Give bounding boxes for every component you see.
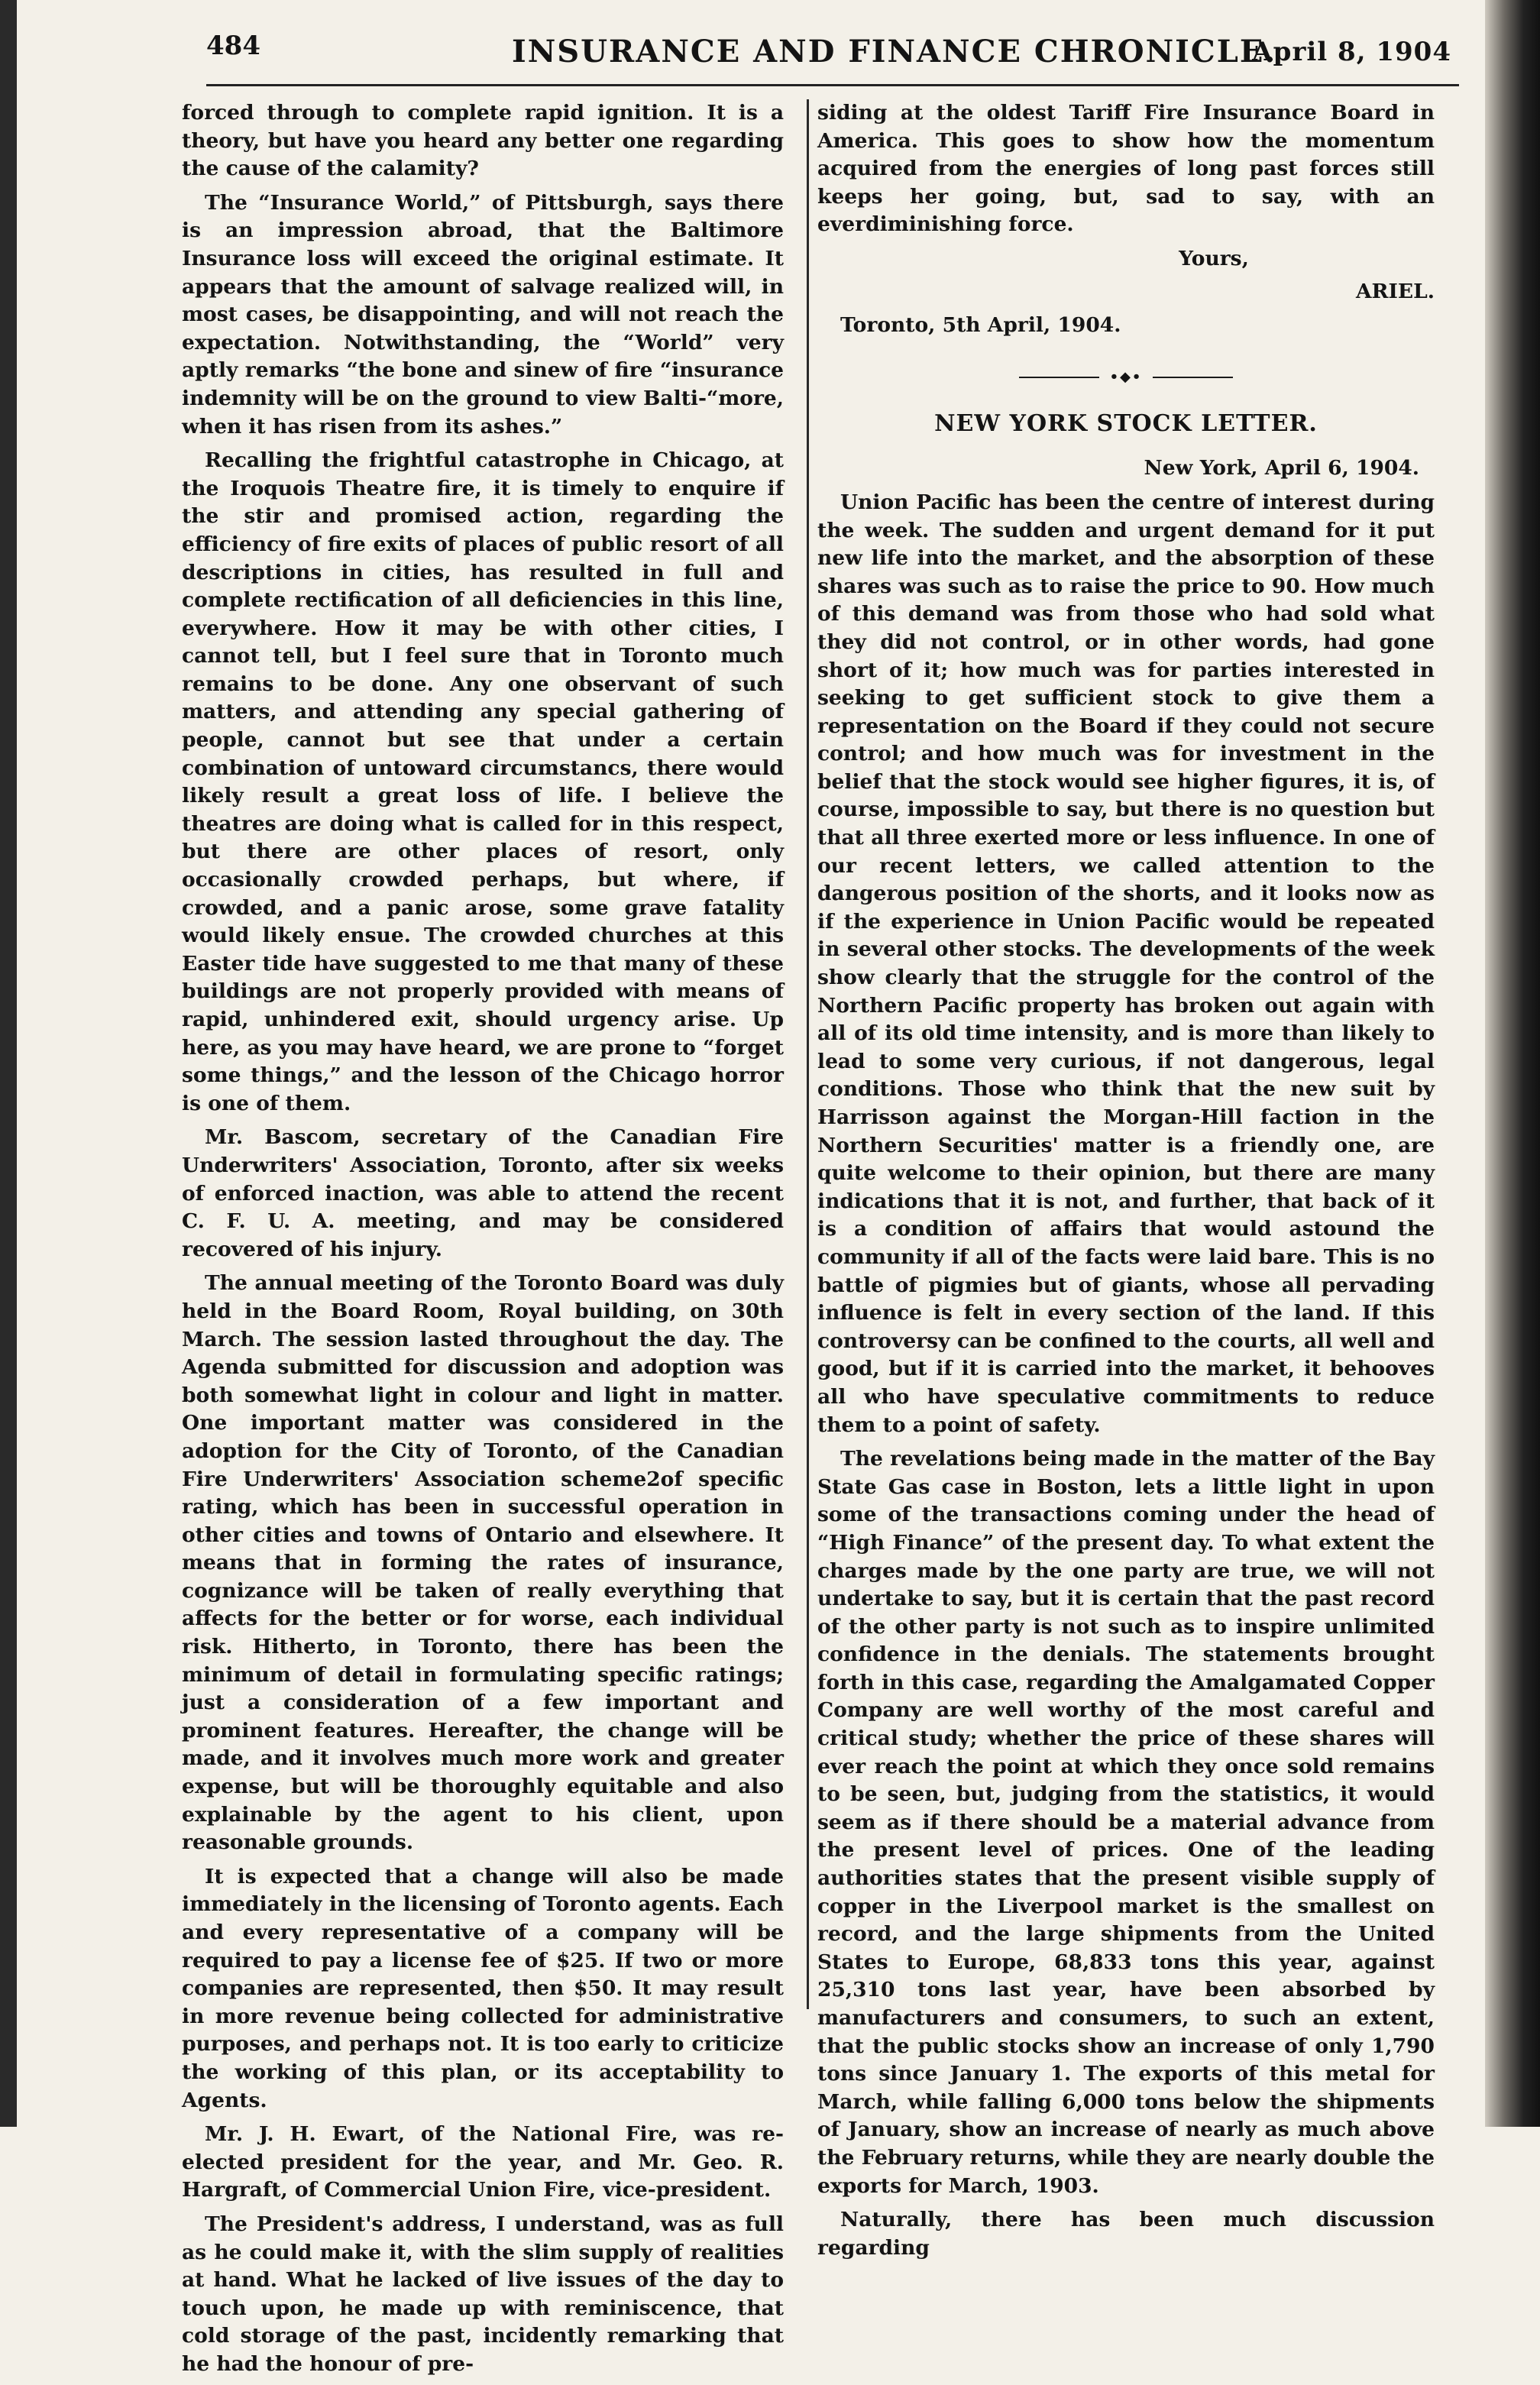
paragraph: Mr. J. H. Ewart, of the National Fire, was re-elected president for the year, and Mr. Geo. R. Hargraft, of Commercial Union Fire, vice-president. (182, 2122, 784, 2202)
left-column (182, 99, 784, 2385)
section-dateline: New York, April 6, 1904. (1144, 456, 1419, 481)
page (23, 0, 1474, 2376)
running-head (183, 26, 1467, 79)
journal-title: INSURANCE AND FINANCE CHRONICLE. (512, 34, 1277, 70)
paragraph: forced through to complete rapid ignition. It is a theory, but have you heard any better one regarding the cause of the calamity? (182, 101, 784, 181)
paragraph: Mr. Bascom, secretary of the Canadian Fire Underwriters' Association, Toronto, after six weeks of enforced inaction, was able to attend the recent C. F. U. A. meeting, and may be considered recovered of his injury. (182, 1125, 784, 1261)
section-title: NEW YORK STOCK LETTER. (934, 409, 1318, 437)
right-column (817, 99, 1435, 2268)
column-divider (807, 99, 809, 2009)
paragraph: The “Insurance World,” of Pittsburgh, says there is an impression abroad, that the Baltimore Insurance loss will exceed the original estimate. It appears that the amount of salvage realized will, in most cases, be disappointing, and will not reach the expectation. Notwithstanding, the “World” very aptly remarks “the bone and sinew of fire “insurance indemnity will be on the ground to view Balti-“more, when it has risen from its ashes.” (182, 190, 784, 438)
scan-edge-right (1485, 0, 1540, 2127)
paragraph: The annual meeting of the Toronto Board was duly held in the Board Room, Royal building, on 30th March. The session lasted throughout the day. The Agenda submitted for discussion and adoption was both somewhat light in colour and light in matter. One important matter was considered in the adoption for the City of Toronto, of the Canadian Fire Underwriters' Association scheme2of specific rating, which has been in successful operation in other cities and towns of Ontario and elsewhere. It means that in forming the rates of insurance, cognizance will be taken of really everything that affects for the better or for worse, each individual risk. Hitherto, in Toronto, there has been the minimum of detail in formulating specific ratings; just a consideration of a few important and prominent features. Hereafter, the change will be made, and it involves much more work and greater expense, but will be thoroughly equitable and also explainable by the agent to his client, upon reasonable grounds. (182, 1271, 784, 1855)
scan-edge-left (0, 0, 17, 2127)
paragraph: Union Pacific has been the centre of interest during the week. The sudden and urgent demand for it put new life into the market, and the absorption of these shares was such as to raise the price to 90. How much of this demand was from those who had sold what they did not control, or in other words, had gone short of it; how much was for parties interested in seeking to get sufficient stock to give them a representation on the Board if they could not secure control; and how much was for investment in the belief that the stock would see higher figures, it is, of course, impossible to say, but there is no question but that all three exerted more or less influence. In one of our recent letters, we called attention to the dangerous position of the shorts, and it looks now as if the experience in Union Pacific would be repeated in several other stocks. The developments of the week show clearly that the struggle for the control of the Northern Pacific property has broken out again with all of its old time intensity, and is more than likely to lead to some very curious, if not dangerous, legal conditions. Those who think that the new suit by Harrisson against the Morgan-Hill faction in the Northern Securities' matter is a friendly one, are quite welcome to their opinion, but there are many indications that it is not, and further, that back of it is a condition of affairs that would astound the community if all of the facts were laid bare. This is no battle of pigmies but of giants, whose all pervading influence is felt in every section of the land. If this controversy can be confined to the courts, all well and good, but if it is carried into the market, it behooves all who have speculative commitments to reduce them to a point of safety. (817, 490, 1435, 1437)
issue-date: April 8, 1904 (1252, 37, 1451, 67)
paragraph: Recalling the frightful catastrophe in Chicago, at the Iroquois Theatre fire, it is timely to enquire if the stir and promised action, regarding the efficiency of fire exits of places of public resort of all descriptions in cities, has resulted in full and complete rectification of all deficiencies in this line, everywhere. How it may be with other cities, I cannot tell, but I feel sure that in Toronto much remains to be done. Any one observant of such matters, and attending any special gathering of people, cannot but see that under a certain combination of untoward circumstancs, there would likely result a great loss of life. I believe the theatres are doing what is called for in this respect, but there are other places of resort, only occasionally crowded perhaps, but where, if crowded, and a panic arose, some grave fatality would likely ensue. The crowded churches at this Easter tide have suggested to me that many of these buildings are not properly provided with means of rapid, unhindered exit, should urgency arise. Up here, as you may have heard, we are prone to “forget some things,” and the lesson of the Chicago horror is one of them. (182, 448, 784, 1115)
page-number: 484 (206, 31, 260, 61)
letter-signature: ARIEL. (1355, 279, 1435, 303)
header-rule (206, 84, 1459, 86)
paragraph: The revelations being made in the matter of the Bay State Gas case in Boston, lets a little light in upon some of the transactions coming under the head of “High Finance” of the present day. To what extent the charges made by the one party are true, we will not undertake to say, but it is certain that the past record of the other party is not such as to inspire unlimited confidence in the denials. The statements brought forth in this case, regarding the Amalgamated Copper Company are well worthy of the most careful and critical study; whether the price of these shares will ever reach the point at which they once sold remains to be seen, but, judging from the statistics, it would seem as if there should be a material advance from the present level of prices. One of the leading authorities states that the present visible supply of copper in the Liverpool market is the smallest on record, and the large shipments from the United States to Europe, 68,833 tons this year, against 25,310 tons last year, have been absorbed by manufacturers and consumers, to such an extent, that the public stocks show an increase of only 1,790 tons since January 1. The exports of this metal for March, while falling 6,000 tons below the shipments of January, show an increase of nearly as much above the February returns, while they are nearly double the exports for March, 1903. (817, 1447, 1435, 2198)
section-ornament (1019, 368, 1233, 385)
paragraph: The President's address, I understand, was as full as he could make it, with the slim supply of realities at hand. What he lacked of live issues of the day to touch upon, he made up with reminiscence, that cold storage of the past, incidently remarking that he had the honour of pre- (182, 2212, 784, 2376)
ornament-glyph: •◆• (1099, 371, 1153, 384)
paragraph: It is expected that a change will also be made immediately in the licensing of Toronto agents. Each and every representative of a company will be required to pay a license fee of $25. If two or more companies are represented, then $50. It may result in more revenue being collected for administrative purposes, and perhaps not. It is too early to criticize the working of this plan, or its acceptability to Agents. (182, 1864, 784, 2112)
letter-dateline: Toronto, 5th April, 1904. (840, 313, 1121, 338)
paragraph-continuation: siding at the oldest Tariff Fire Insurance Board in America. This goes to show how the momentum acquired from the energies of long past forces still keeps her going, but, sad to say, with an everdiminishing force. (817, 101, 1435, 237)
paragraph: Naturally, there has been much discussion regarding (817, 2208, 1435, 2260)
letter-closing: Yours, (1179, 246, 1249, 270)
